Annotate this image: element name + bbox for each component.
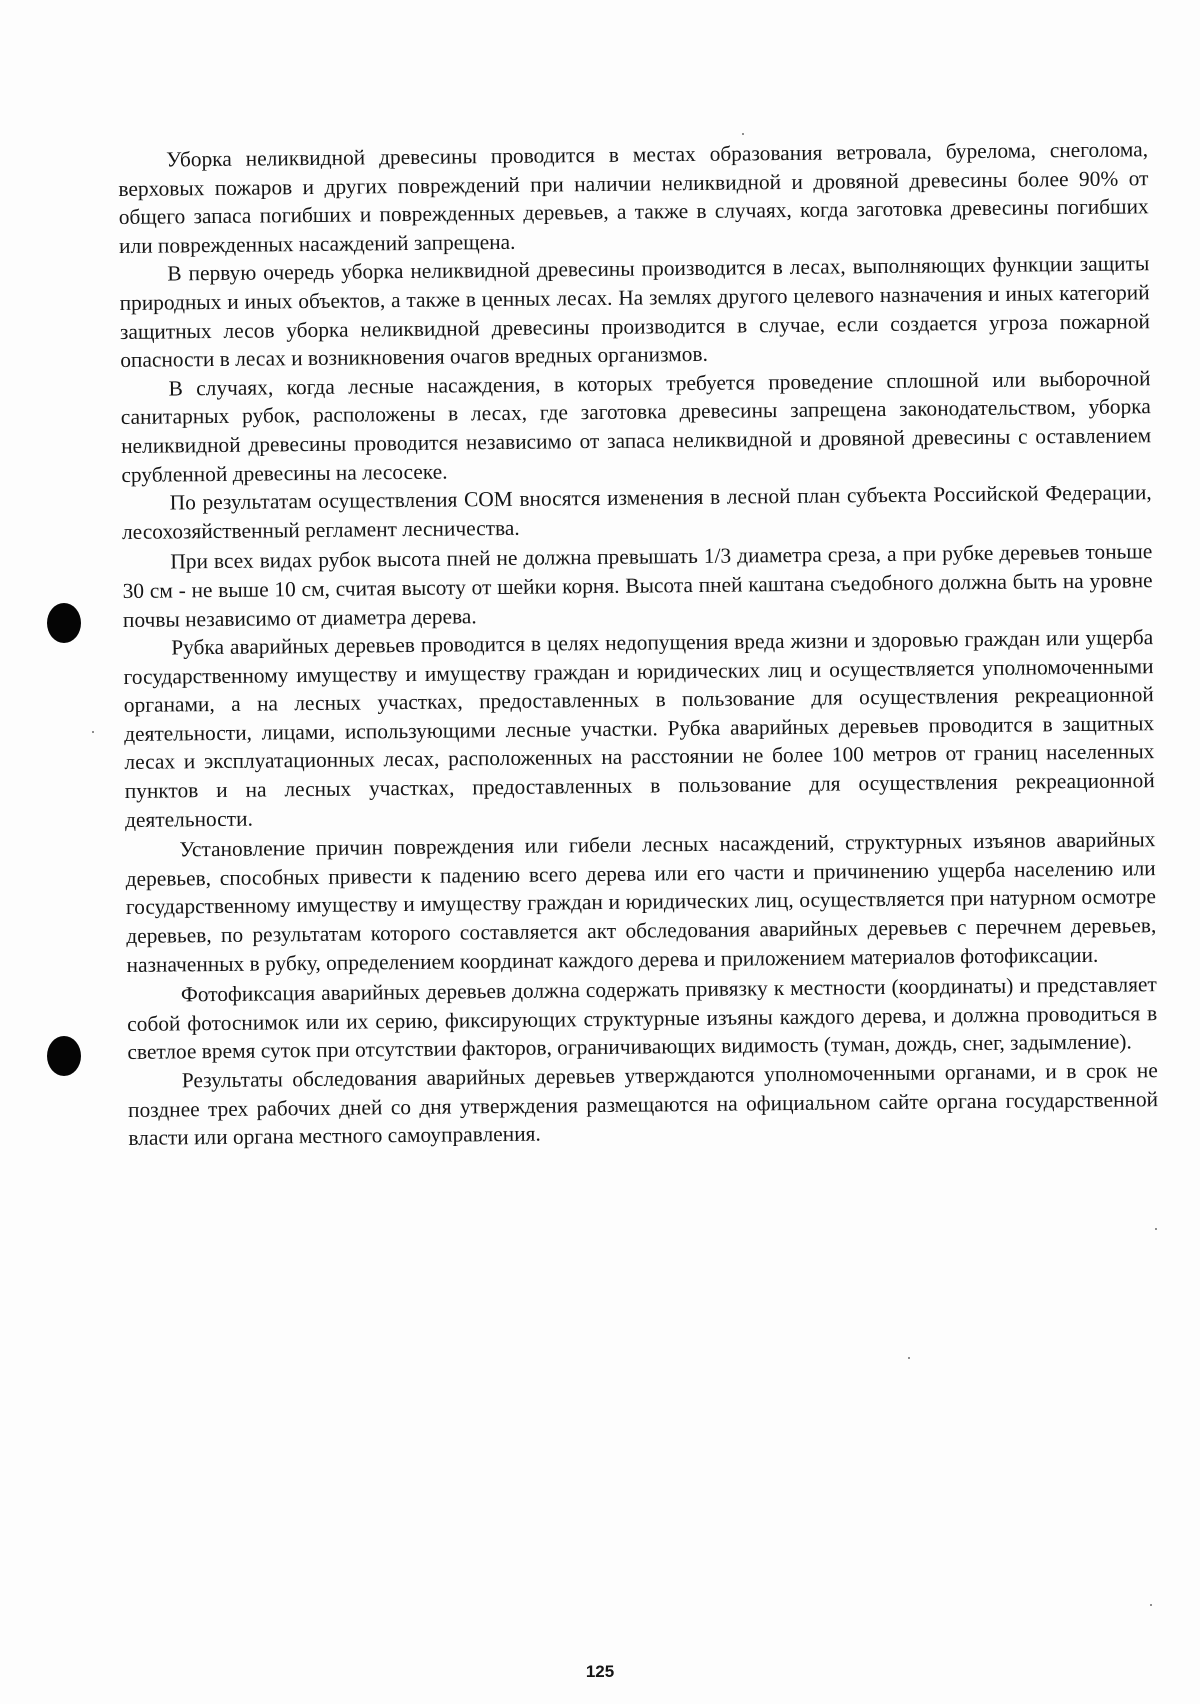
paragraph: Рубка аварийных деревьев проводится в целях недопущения вреда жизни и здоровью граждан или ущерба государственному имуществу и имуществу граждан и юридических лиц и осуществляется уполномоченными органами, а на лесных участках, предоставленных в пользование для осуществления рекреационной деятельности, лицами, использующими лесные участки. Рубка аварийных деревьев проводится в защитных лесах и эксплуатационных лесах, расположенных на расстоянии не более 100 метров от границ населенных пунктов и на лесных участках, предоставленных в пользование для осуществления рекреационной деятельности.: [123, 625, 1155, 832]
paragraph: Уборка неликвидной древесины проводится в местах образования ветровала, бурелома, снеголома, верховых пожаров и других повреждений при наличии неликвидной и дровяной древесины более 90% от общего запаса погибших и поврежденных деревьев, а также в случаях, когда заготовка древесины погибших или поврежденных насаждений запрещена.: [118, 137, 1149, 258]
page-number: 125: [585, 1662, 615, 1681]
scan-speck: [1155, 1228, 1157, 1230]
punch-hole-mark: [47, 1036, 81, 1076]
scan-speck: [92, 731, 94, 733]
paragraph: Результаты обследования аварийных деревьев утверждаются уполномоченными органами, и в срок не позднее трех рабочих дней со дня утверждения размещаются на официальном сайте органа государственной власти или органа местного самоуправления.: [127, 1058, 1159, 1151]
paragraph: При всех видах рубок высота пней не должна превышать 1/3 диаметра среза, а при рубке деревьев тоньше 30 см - не выше 10 см, считая высоту от шейки корня. Высота пней каштана съедобного должна быть на уровне почвы независимо от диаметра дерева.: [122, 539, 1153, 632]
paragraph: Установление причин повреждения или гибели лесных насаждений, структурных изъянов аварийных деревьев, способных привести к падению всего дерева или его части и причинению ущерба населению или государственному имуществу и имуществу граждан и юридических лиц, осуществляется при натурном осмотре деревьев, по результатам которого составляется акт обследования аварийных деревьев с перечнем деревьев, назначенных в рубку, определением координат каждого дерева и приложением материалов фотофиксации.: [125, 827, 1157, 977]
punch-hole-mark: [47, 603, 81, 643]
scan-speck: [1150, 1604, 1152, 1606]
paragraph: Фотофиксация аварийных деревьев должна содержать привязку к местности (координаты) и представляет собой фотоснимок или их серию, фиксирующих структурные изъяны каждого дерева, и должна проводиться в светлое время суток при отсутствии факторов, ограничивающих видимость (туман, дождь, снег, задымление).: [127, 972, 1158, 1065]
paragraph: По результатам осуществления СОМ вносятся изменения в лесной план субъекта Российской Федерации, лесохозяйственный регламент лесничества.: [121, 480, 1152, 544]
paragraph: В первую очередь уборка неликвидной древесины производится в лесах, выполняющих функции защиты природных и иных объектов, а также в ценных лесах. На землях другого целевого назначения и иных категорий защитных лесов уборка неликвидной древесины производится в случае, если создается угроза пожарной опасности в лесах и возникновения очагов вредных организмов.: [119, 251, 1151, 373]
body-text: [118, 135, 1158, 1153]
paragraph: В случаях, когда лесные насаждения, в которых требуется проведение сплошной или выборочной санитарных рубок, расположены в лесах, где заготовка древесины запрещена законодательством, уборка неликвидной древесины проводится независимо от запаса неликвидной и дровяной древесины с оставлением срубленной древесины на лесосеке.: [120, 365, 1152, 487]
scan-speck: [742, 133, 744, 135]
scan-speck: [908, 1357, 910, 1359]
